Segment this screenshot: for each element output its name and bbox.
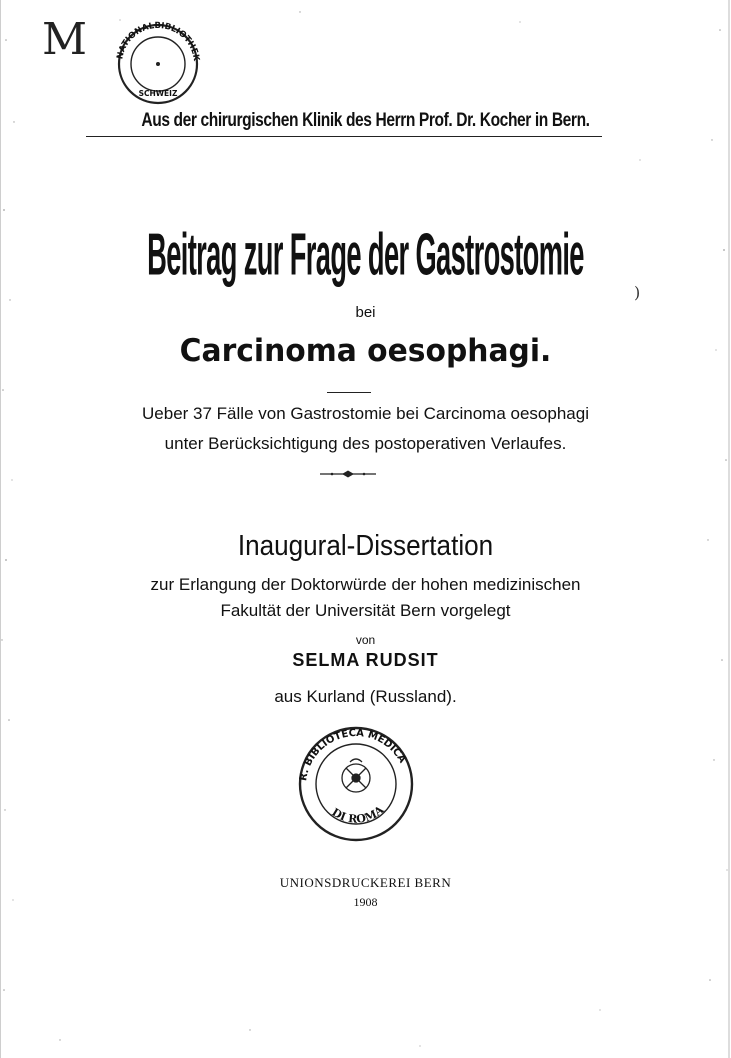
- library-stamp-bottom-text: DI ROMA: [329, 803, 387, 826]
- clinic-header: Aus der chirurgischen Klinik des Herrn Prof. Dr. Kocher in Bern.: [141, 110, 590, 131]
- subtitle-line-2: unter Berücksichtigung des postoperativen Verlaufes.: [164, 434, 567, 453]
- svg-text:NATIONALBIBLIOTHEK: [115, 21, 201, 62]
- printer: UNIONSDRUCKEREI BERN: [279, 875, 452, 890]
- margin-mark: M: [42, 14, 88, 65]
- stamp-inner-text: SCHWEIZ: [138, 89, 178, 98]
- author-origin: aus Kurland (Russland).: [274, 687, 457, 706]
- title-connector: bei: [355, 304, 376, 321]
- short-divider: [327, 392, 371, 393]
- svg-text:R. BIBLIOTECA MEDICA: [298, 728, 408, 782]
- library-stamp: [290, 722, 422, 842]
- title-subject: Carcinoma oesophagi.: [179, 333, 552, 369]
- subtitle-line-1: Ueber 37 Fälle von Gastrostomie bei Carcinoma oesophagi: [142, 404, 589, 423]
- header-rule: [86, 136, 602, 137]
- svg-text:DI ROMA: [329, 803, 386, 826]
- svg-text:): ): [634, 283, 641, 302]
- stamp-ring-text: NATIONALBIBLIOTHEK: [115, 20, 201, 62]
- main-title: Beitrag zur Frage der Gastrostomie: [147, 222, 584, 289]
- publication-year: 1908: [353, 895, 378, 909]
- dissertation-line-1: zur Erlangung der Doktorwürde der hohen medizinischen: [150, 575, 581, 594]
- ornament-divider: [318, 469, 378, 479]
- author-name: SELMA RUDSIT: [292, 650, 439, 670]
- library-stamp-ring-text: R. BIBLIOTECA MEDICA: [298, 727, 408, 782]
- nationalbibliothek-stamp: [110, 20, 206, 106]
- by-label: von: [355, 633, 376, 647]
- dissertation-heading: Inaugural-Dissertation: [237, 530, 494, 562]
- dissertation-line-2: Fakultät der Universität Bern vorgelegt: [220, 601, 511, 620]
- emblem-icon: [342, 759, 370, 792]
